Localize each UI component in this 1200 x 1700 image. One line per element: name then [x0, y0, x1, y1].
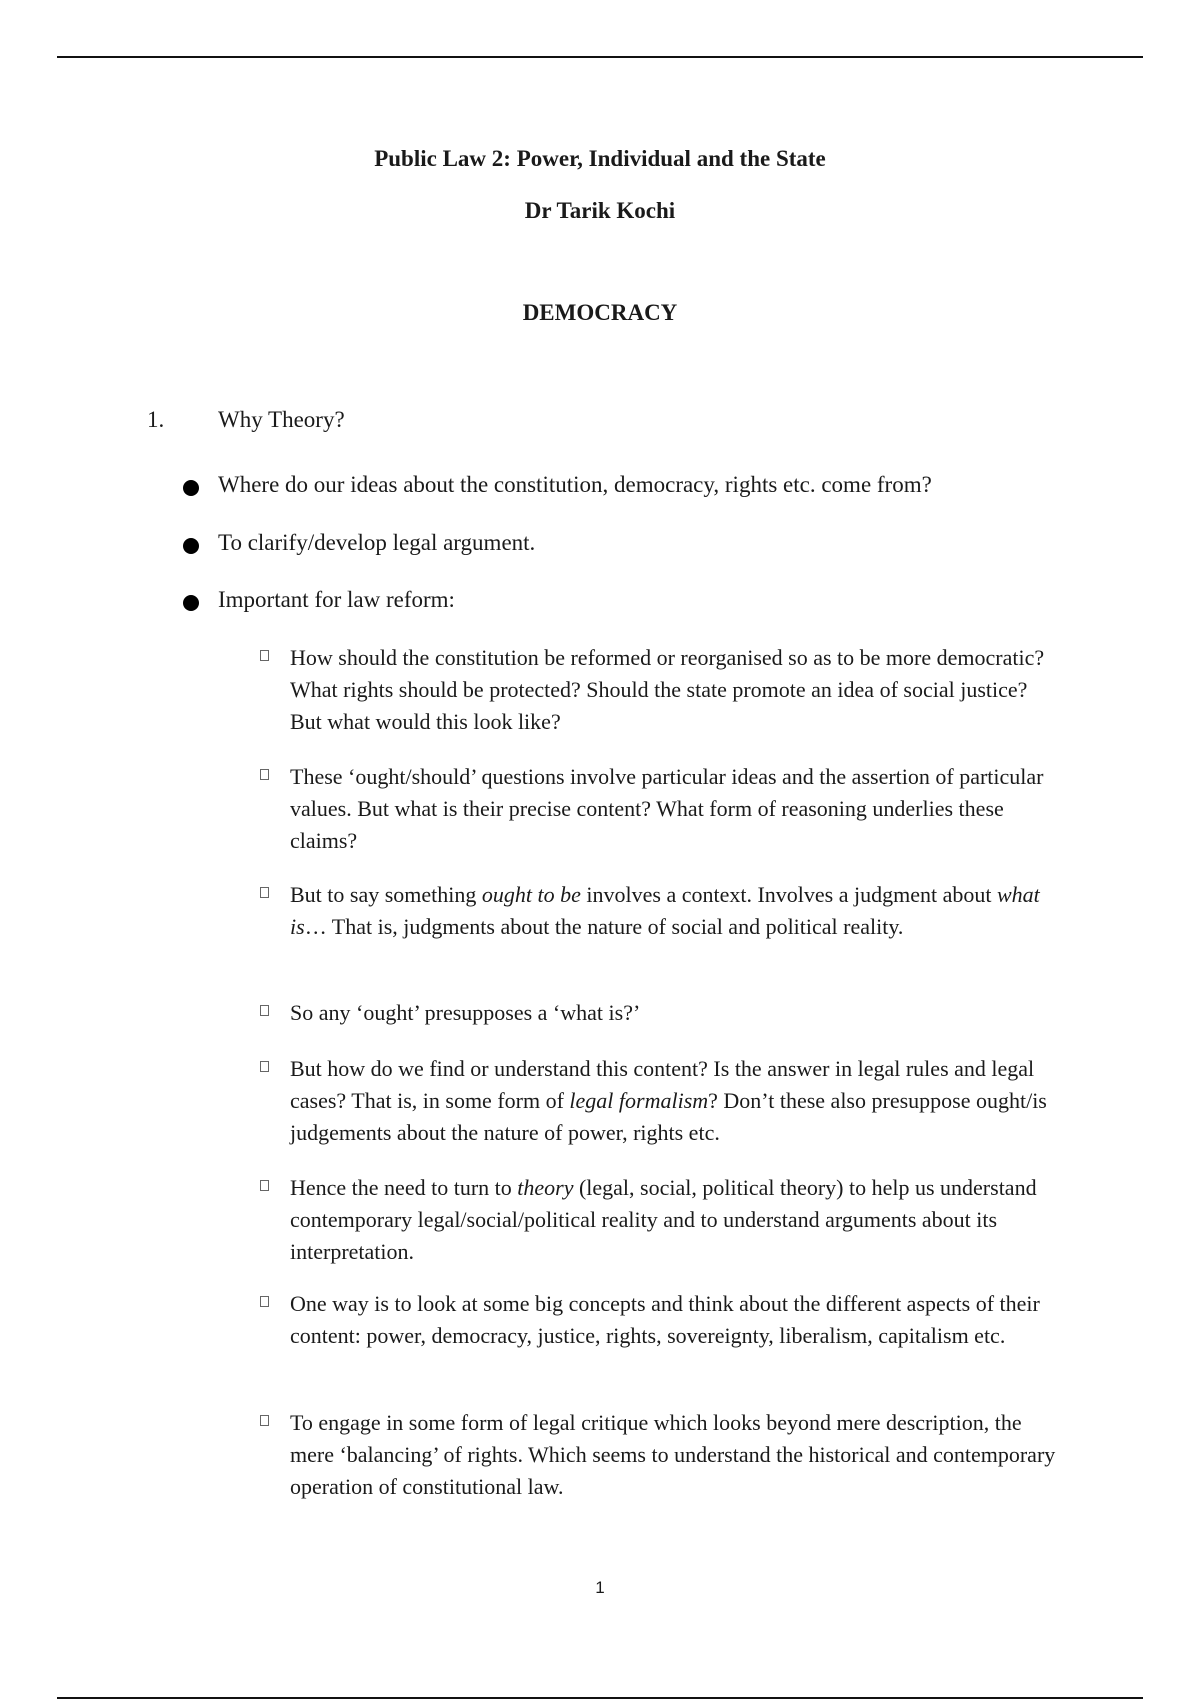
- sub-item-text: So any ‘ought’ presupposes a ‘what is?’: [290, 1000, 641, 1025]
- checkbox-bullet-icon: [260, 1296, 269, 1307]
- checkbox-bullet-icon: [260, 1180, 269, 1191]
- sub-item-text: But to say something ought to be involves a context. Involves a judgment about what is… That is, judgments about the nature of social and political reality.: [290, 882, 1040, 939]
- sub-list-item: [260, 879, 1060, 943]
- page-number: 1: [595, 1578, 605, 1597]
- section-heading: DEMOCRACY: [522, 300, 678, 325]
- checkbox-bullet-icon: [260, 887, 269, 898]
- bottom-rule: [57, 1697, 1143, 1699]
- sub-item-text: One way is to look at some big concepts and think about the different aspects of their content: power, democracy, justice, rights, sovereignty, liberalism, capitalism etc.: [290, 1291, 1040, 1348]
- bullet-text: Where do our ideas about the constitution, democracy, rights etc. come from?: [218, 472, 932, 497]
- sub-item-text: To engage in some form of legal critique which looks beyond mere description, the mere ‘balancing’ of rights. Which seems to understand the historical and contemporary operation of constitutional law.: [290, 1410, 1056, 1499]
- section-number: 1.: [147, 407, 165, 432]
- checkbox-bullet-icon: [260, 769, 269, 780]
- sub-list-item: [260, 997, 1060, 1029]
- section-1: [147, 407, 345, 433]
- sub-item-text: These ‘ought/should’ questions involve particular ideas and the assertion of particular values. But what is their precise content? What form of reasoning underlies these claims?: [290, 764, 1044, 853]
- sub-list-item: [260, 1407, 1060, 1503]
- sub-list-item: [260, 761, 1060, 857]
- author-name: Dr Tarik Kochi: [524, 198, 676, 223]
- bullet-text: Important for law reform:: [218, 587, 455, 612]
- bullet-icon: [183, 480, 199, 496]
- checkbox-bullet-icon: [260, 1061, 269, 1072]
- section-title: Why Theory?: [218, 407, 345, 432]
- checkbox-bullet-icon: [260, 1005, 269, 1016]
- sub-item-text: Hence the need to turn to theory (legal, social, political theory) to help us understand contemporary legal/social/political reality and to understand arguments about its interpretation.: [290, 1175, 1037, 1264]
- sub-list-item: [260, 642, 1060, 738]
- bullet-icon: [183, 538, 199, 554]
- sub-item-text: But how do we find or understand this content? Is the answer in legal rules and legal cases? That is, in some form of legal formalism? Don’t these also presuppose ought/is judgements about the nature of power, rights etc.: [290, 1056, 1047, 1145]
- checkbox-bullet-icon: [260, 650, 269, 661]
- document-title: Public Law 2: Power, Individual and the State: [374, 146, 826, 171]
- bullet-icon: [183, 595, 199, 611]
- sub-item-text: How should the constitution be reformed or reorganised so as to be more democratic? What rights should be protected? Should the state promote an idea of social justice? But what would this look like?: [290, 645, 1045, 734]
- sub-list-item: [260, 1053, 1060, 1149]
- top-rule: [57, 56, 1143, 58]
- bullet-text: To clarify/develop legal argument.: [218, 530, 536, 555]
- checkbox-bullet-icon: [260, 1415, 269, 1426]
- sub-list-item: [260, 1172, 1060, 1268]
- sub-list-item: [260, 1288, 1060, 1352]
